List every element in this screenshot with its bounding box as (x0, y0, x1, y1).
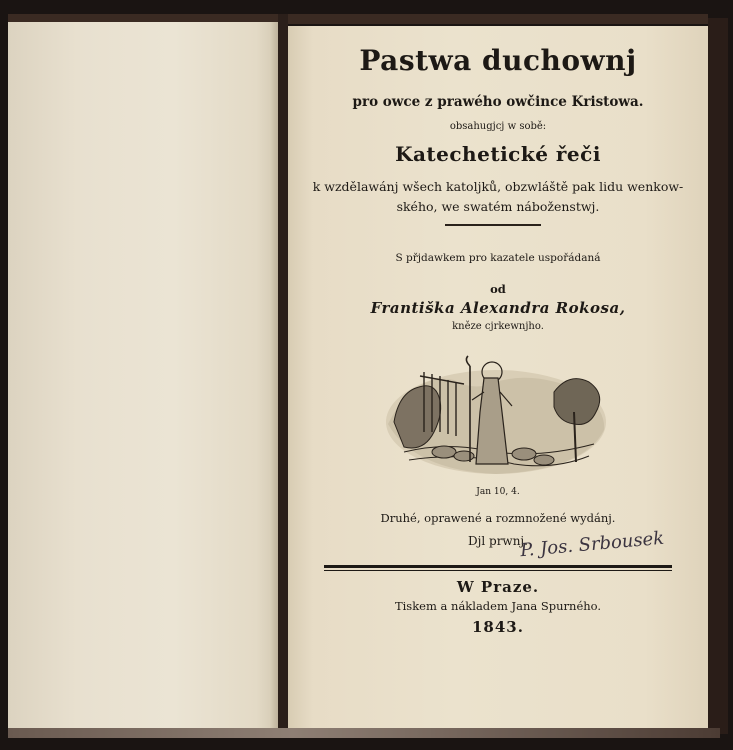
handwritten-signature: P. Jos. Srbousek (519, 527, 665, 562)
book-spine (278, 14, 288, 736)
divider-rule (445, 224, 541, 226)
book-subtitle: pro owce z prawého owčince Kristowa. (352, 94, 644, 110)
description-line-1: k wzdělawánj wšech katoljků, obzwláště pak lidu wenkow- (312, 179, 684, 194)
engraving-caption: Jan 10, 4. (476, 487, 520, 497)
contains-label: obsahugjcj w sobě: (449, 121, 547, 132)
appendix-note: S přjdawkem pro kazatele uspořádaná (395, 252, 601, 264)
part-label: Djl prwnj. (468, 534, 528, 548)
edition-note: Druhé, oprawené a rozmnožené wydánj. (380, 511, 616, 525)
author-name: Františka Alexandra Rokosa, (370, 299, 626, 317)
imprint-thin-rule (324, 570, 672, 571)
author-title: kněze cjrkewnjho. (452, 321, 544, 332)
place-of-printing: W Praze. (456, 578, 540, 596)
left-blank-page (8, 22, 284, 730)
book-title: Pastwa duchownj (359, 44, 637, 77)
printer-line: Tiskem a nákladem Jana Spurného. (394, 599, 602, 613)
imprint-thick-rule (324, 565, 672, 568)
book-cover-edge (708, 18, 728, 734)
description-line-2: ského, we swatém náboženstwj. (396, 199, 600, 214)
book-bottom-edge (8, 728, 720, 738)
main-heading: Katechetické řeči (395, 142, 601, 166)
good-shepherd-engraving (384, 352, 608, 482)
title-page (288, 26, 708, 728)
description (288, 177, 708, 217)
from-label: od (490, 282, 506, 296)
publication-year: 1843. (472, 618, 524, 636)
